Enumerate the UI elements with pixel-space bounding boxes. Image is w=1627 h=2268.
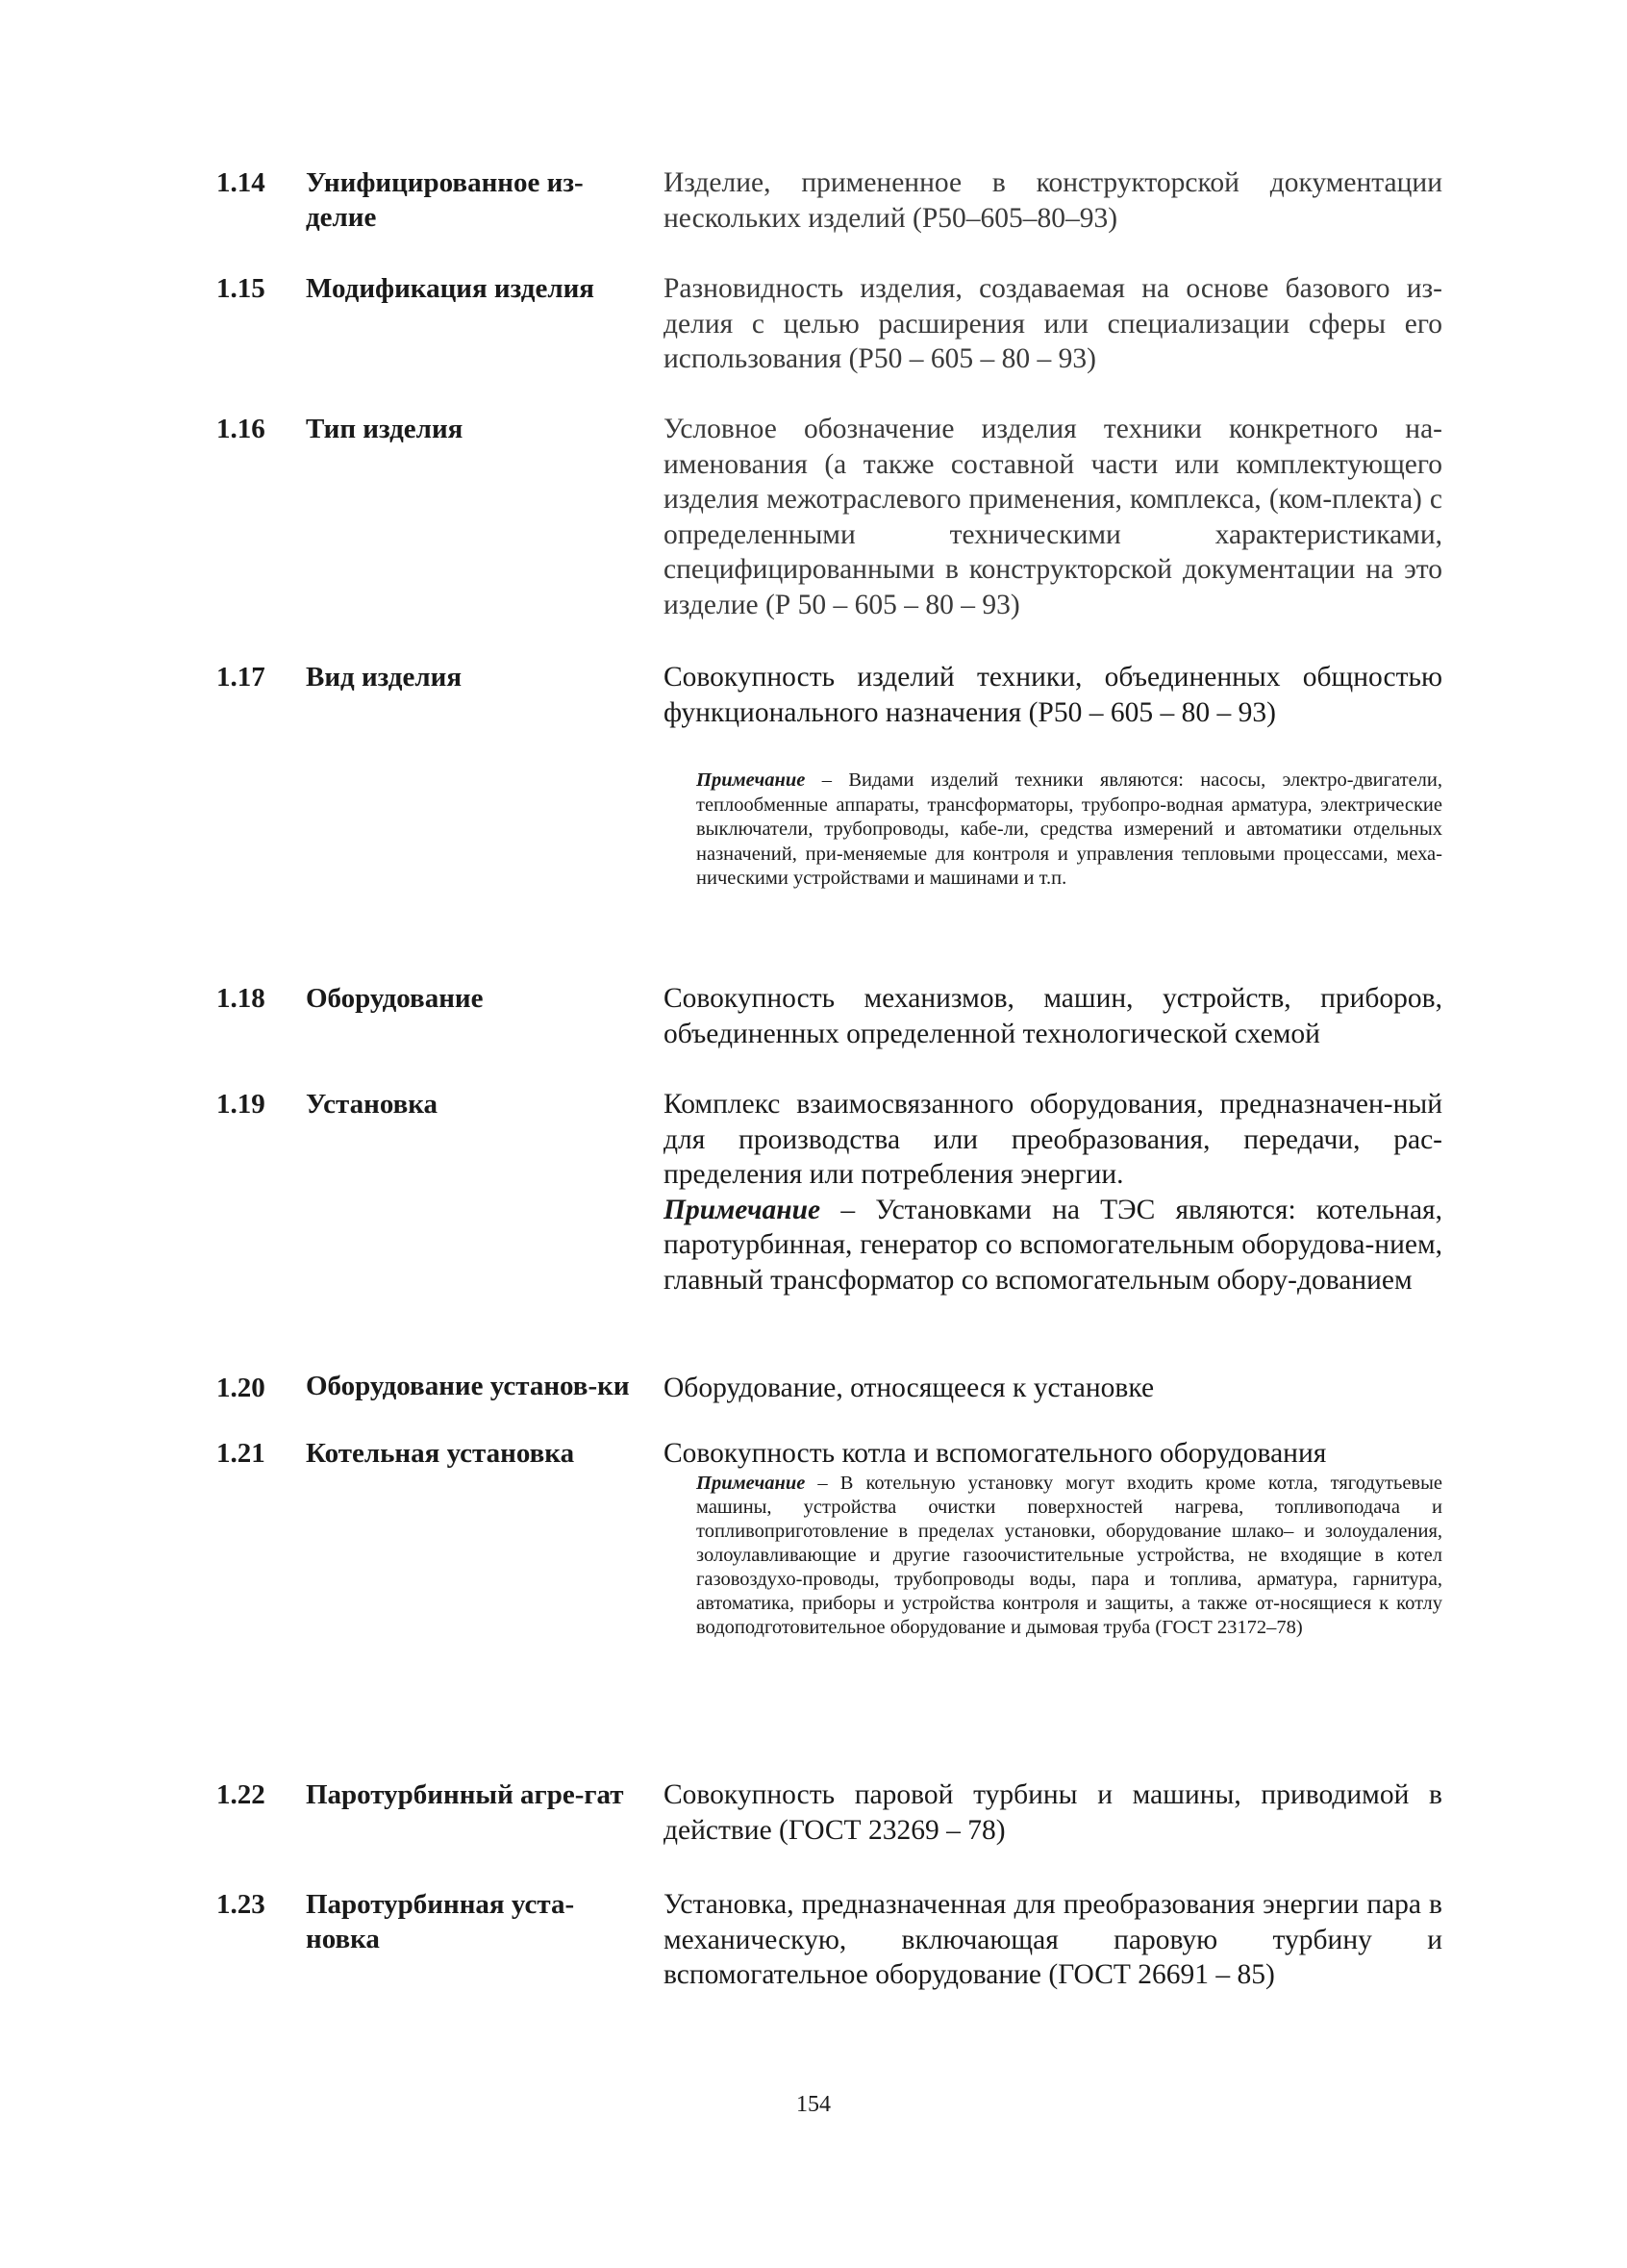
note-label: Примечание xyxy=(696,769,806,791)
entry-number: 1.23 xyxy=(216,1889,265,1920)
note-label: Примечание xyxy=(663,1194,821,1225)
entry-number: 1.21 xyxy=(216,1438,265,1469)
entry-number: 1.15 xyxy=(216,273,265,304)
entry-term: Унифицированное из-делие xyxy=(306,167,584,233)
definition-text: Комплекс взаимосвязанного оборудования, предназначен-ный для производства или преобразования, передачи, рас-пределения или потребления энергии. xyxy=(663,1089,1442,1190)
entry-term: Оборудование xyxy=(306,983,484,1014)
entry-note xyxy=(663,1472,1442,1640)
page-number: 154 xyxy=(796,2092,831,2117)
entry-term: Вид изделия xyxy=(306,662,463,693)
entry-number: 1.16 xyxy=(216,414,265,444)
note-label: Примечание xyxy=(696,1472,806,1494)
entry-term: Паротурбинный агре-гат xyxy=(306,1779,624,1810)
entry-definition xyxy=(663,1087,1442,1298)
definition-text: Совокупность котла и вспомогательного оборудования xyxy=(663,1438,1327,1469)
note-text: – В котельную установку могут входить кроме котла, тягодутьевые машины, устройства очистки поверхностей нагрева, топливоподача и топливоприготовление в пределах установки, оборудование шлако– и золоудаления, золоулавливающие и другие газоочистительные устройства, не входящие в котел газовоздухо-проводы, трубопроводы воды, пара и топлива, арматура, гарнитура, автоматика, приборы и устройства контроля и защиты, а также от-носящиеся к котлу водоподготовительное оборудование и дымовая труба (ГОСТ 23172–78) xyxy=(696,1472,1442,1638)
note-text: – Установками на ТЭС являются: котельная, паротурбинная, генератор со вспомогательным оборудова-нием, главный трансформатор со вспомогательным обору-дованием xyxy=(663,1194,1442,1296)
entry-note xyxy=(663,1193,1442,1298)
entry-definition: Установка, предназначенная для преобразования энергии пара в механическую, включающая паровую турбину и вспомогательное оборудование (ГОСТ 26691 – 85) xyxy=(663,1889,1442,1990)
entry-definition: Условное обозначение изделия техники конкретного на-именования (а также составной части или комплектующего изделия межотраслевого применения, комплекса, (ком-плекта) с определенными техническими характеристиками, специфицированными в конструкторской документации на это изделие (Р 50 – 605 – 80 – 93) xyxy=(663,414,1442,620)
entry-definition: Изделие, примененное в конструкторской документации нескольких изделий (Р50–605–80–93) xyxy=(663,167,1442,234)
entry-definition xyxy=(663,1436,1442,1640)
note-text: – Видами изделий техники являются: насосы, электро-двигатели, теплообменные аппараты, трансформаторы, трубопро-водная арматура, электрические выключатели, трубопроводы, кабе-ли, средства измерений и автоматики отдельных назначений, при-меняемые для контроля и управления тепловыми процессами, меха-ническими устройствами и машинами и т.п. xyxy=(696,769,1442,889)
entry-number: 1.19 xyxy=(216,1089,265,1120)
definition-text: Совокупность изделий техники, объединенных общностью функционального назначения (Р50 – 605 – 80 – 93) xyxy=(663,662,1442,728)
entry-term: Тип изделия xyxy=(306,414,463,444)
entry-number: 1.14 xyxy=(216,167,265,198)
entry-term: Модификация изделия xyxy=(306,273,594,304)
entry-number: 1.20 xyxy=(216,1373,265,1403)
entry-term: Паротурбинная уста-новка xyxy=(306,1889,575,1954)
entry-definition xyxy=(663,660,1442,892)
entry-definition: Разновидность изделия, создаваемая на основе базового из-делия с целью расширения или специализации сферы его использования (Р50 – 605 – 80 – 93) xyxy=(663,273,1442,374)
entry-term: Установка xyxy=(306,1089,438,1120)
entry-number: 1.22 xyxy=(216,1779,265,1810)
entry-term: Котельная установка xyxy=(306,1438,575,1469)
entry-number: 1.17 xyxy=(216,662,265,693)
entry-definition: Совокупность механизмов, машин, устройств, приборов, объединенных определенной технологической схемой xyxy=(663,983,1442,1049)
entry-term: Оборудование установ-ки xyxy=(306,1371,630,1401)
entry-note xyxy=(663,769,1442,892)
entry-number: 1.18 xyxy=(216,983,265,1014)
entry-definition: Совокупность паровой турбины и машины, приводимой в действие (ГОСТ 23269 – 78) xyxy=(663,1779,1442,1846)
entry-definition: Оборудование, относящееся к установке xyxy=(663,1373,1155,1403)
